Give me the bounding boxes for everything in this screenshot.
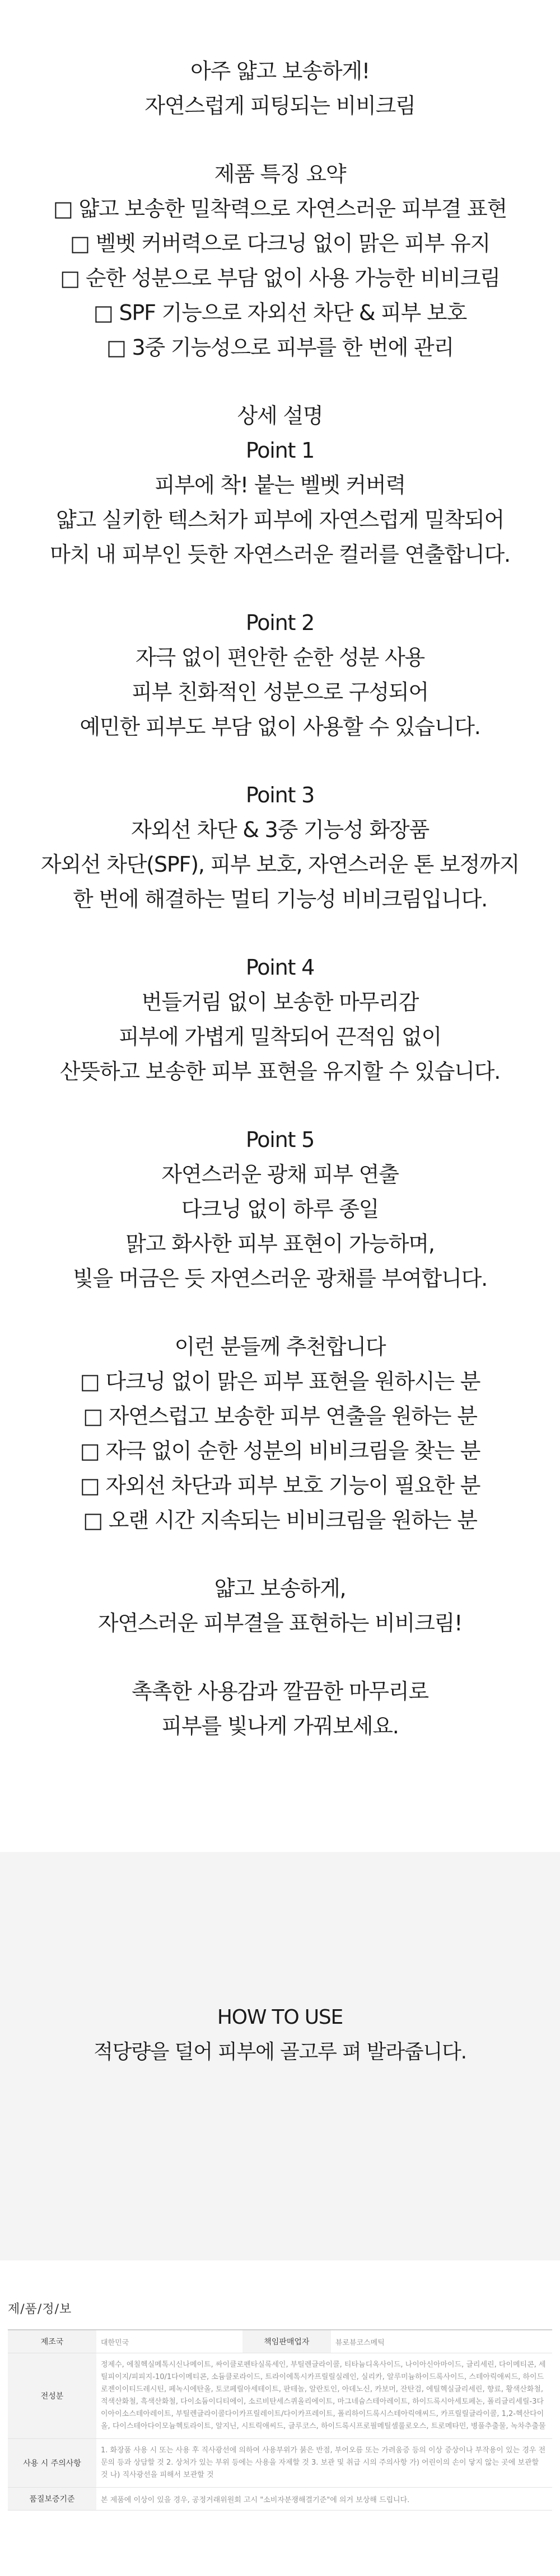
recommend-title: 이런 분들께 추천합니다	[174, 1334, 386, 1359]
product-info-section	[0, 2260, 560, 2576]
table-row	[8, 2330, 552, 2353]
point-text: 한 번에 해결하는 멀티 기능성 비비크림입니다.	[73, 887, 487, 911]
feature-item: □ 벨벳 커버력으로 다크닝 없이 맑은 피부 유지	[69, 231, 490, 256]
point-text: 자외선 차단(SPF), 피부 보호, 자연스러운 톤 보정까지	[40, 852, 520, 877]
recommend-item: □ 다크닝 없이 맑은 피부 표현을 원하시는 분	[80, 1369, 480, 1394]
point-heading: Point 4	[245, 955, 315, 980]
ingredients-label: 전성분	[8, 2353, 96, 2439]
point-text: 번들거림 없이 보송한 마무리감	[141, 990, 419, 1014]
point-3-block	[0, 778, 560, 916]
point-text: 피부에 가볍게 밀착되어 끈적임 없이	[118, 1024, 442, 1049]
point-2-block	[0, 605, 560, 744]
how-to-use-text: 적당량을 덜어 피부에 골고루 펴 발라줍니다.	[94, 2041, 466, 2063]
final-line: 촉촉한 사용감과 깔끔한 마무리로	[132, 1679, 428, 1704]
point-text: 마치 내 피부인 듯한 자연스러운 컬러를 연출합니다.	[50, 542, 510, 567]
recommend-item: □ 오랜 시간 지속되는 비비크림을 원하는 분	[83, 1508, 477, 1533]
feature-item: □ 순한 성분으로 부담 없이 사용 가능한 비비크림	[60, 266, 500, 290]
product-info-table	[8, 2329, 552, 2511]
feature-summary-block	[0, 157, 560, 365]
feature-item: □ 3중 기능성으로 피부를 한 번에 관리	[106, 335, 454, 360]
point-text: 맑고 화사한 피부 표현이 가능하며,	[125, 1231, 435, 1256]
recommend-item: □ 자외선 차단과 피부 보호 기능이 필요한 분	[80, 1473, 480, 1498]
point-4-block	[0, 950, 560, 1089]
table-row	[8, 2439, 552, 2488]
quality-value: 본 제품에 이상이 있을 경우, 공정거래위원회 고시 "소비자분쟁해결기준"에 의거 보상해 드립니다.	[96, 2488, 552, 2511]
feature-item: □ SPF 기능으로 자외선 차단 & 피부 보호	[93, 300, 467, 325]
point-1-block	[0, 398, 560, 572]
table-row	[8, 2488, 552, 2511]
point-text: 얇고 실키한 텍스처가 피부에 자연스럽게 밀착되어	[55, 507, 505, 532]
recommend-item: □ 자극 없이 순한 성분의 비비크림을 찾는 분	[80, 1439, 480, 1463]
point-heading: Point 2	[245, 610, 315, 635]
closing-block	[0, 1571, 560, 1640]
caution-label: 사용 시 주의사항	[8, 2439, 96, 2488]
ingredients-value: 정제수, 에칠헥실메톡시신나메이트, 싸이클로펜타실록세인, 부틸렌글라이콜, 티타늄디옥사이드, 나이아신아마이드, 글리세린, 다이메티콘, 세틸피이지/피피지-10/1다이메티콘, 소듐클로라이드, 트라이에톡시카프릴릴실레인, 실리카, 알루미늄하이드록사이드, 스테아릭애씨드, 하이드로젠이이티드레시틴, 페녹시에탄올, 토코페릴아세테이트, 판테놀, 알란토인, 아데노신, 카보머, 잔탄검, 에틸헥실글리세린, 향료, 황색산화철, 적색산화철, 흑색산화철, 다이소듐이디티에이, 소르비탄세스퀴올리에이트, 마그네슘스테아레이트, 하이드록시아세토페논, 폴리글리세릴-3다이아이소스테아레이트, 부틸렌글라이콜다이카프릴레이트/다이카프레이트, 폴리하이드록시스테아릭애씨드, 카프릴릴글라이콜, 1,2-헥산다이올, 다이스테아다이모늄헥토라이트, 알지닌, 시트릭애씨드, 글루코스, 하이드록시프로필메틸셀룰로오스, 트로메타민, 병풀추출물, 녹차추출물	[96, 2353, 552, 2439]
recommend-block	[0, 1329, 560, 1538]
product-info-title: 제/품/정/보	[8, 2302, 72, 2316]
seller-label: 책임판매업자	[242, 2330, 331, 2353]
origin-label: 제조국	[8, 2330, 96, 2353]
final-line: 피부를 빛나게 가꿔보세요.	[161, 1714, 399, 1738]
point-text: 예민한 피부도 부담 없이 사용할 수 있습니다.	[80, 714, 480, 739]
point-text: 산뜻하고 보송한 피부 표현을 유지할 수 있습니다.	[59, 1059, 501, 1084]
intro-line-1: 아주 얇고 보송하게!	[190, 59, 370, 83]
intro-block	[0, 54, 560, 123]
point-text: 자외선 차단 & 3중 기능성 화장품	[131, 817, 429, 842]
caution-value: 1. 화장품 사용 시 또는 사용 후 직사광선에 의하여 사용부위가 붉은 반점, 부어오름 또는 가려움증 등의 이상 증상이나 부작용이 있는 경우 전문의 등과 상담할 것 2. 상처가 있는 부위 등에는 사용을 자제할 것 3. 보관 및 취급 시의 주의사항 가) 어린이의 손이 닿지 않는 곳에 보관할 것 나) 직사광선을 피해서 보관할 것	[96, 2439, 552, 2488]
point-heading: Point 5	[245, 1127, 315, 1152]
point-text: 빛을 머금은 듯 자연스러운 광채를 부여합니다.	[73, 1266, 487, 1291]
feature-summary-title: 제품 특징 요약	[214, 162, 346, 186]
seller-value: 뷰로뷰코스메틱	[331, 2330, 552, 2353]
closing-line: 자연스러운 피부결을 표현하는 비비크림!	[97, 1611, 463, 1635]
how-to-use-title: HOW TO USE	[217, 2006, 343, 2029]
origin-value: 대한민국	[96, 2330, 242, 2353]
intro-line-2: 자연스럽게 피팅되는 비비크림	[144, 93, 416, 118]
point-text: 피부에 착! 붙는 벨벳 커버력	[154, 473, 406, 497]
final-block	[0, 1674, 560, 1743]
point-5-block	[0, 1122, 560, 1296]
closing-line: 얇고 보송하게,	[214, 1576, 346, 1601]
point-heading: Point 1	[245, 438, 315, 463]
table-row	[8, 2353, 552, 2439]
point-text: 자연스러운 광채 피부 연출	[161, 1162, 399, 1187]
how-to-use-section	[0, 1852, 560, 2260]
point-text: 자극 없이 편안한 순한 성분 사용	[135, 645, 424, 670]
feature-item: □ 얇고 보송한 밀착력으로 자연스러운 피부결 표현	[53, 196, 507, 221]
point-heading: Point 3	[245, 783, 315, 807]
recommend-item: □ 자연스럽고 보송한 피부 연출을 원하는 분	[83, 1404, 477, 1428]
quality-label: 품질보증기준	[8, 2488, 96, 2511]
point-text: 다크닝 없이 하루 종일	[181, 1197, 379, 1221]
point-text: 피부 친화적인 성분으로 구성되어	[132, 680, 428, 704]
detail-title: 상세 설명	[237, 403, 323, 428]
